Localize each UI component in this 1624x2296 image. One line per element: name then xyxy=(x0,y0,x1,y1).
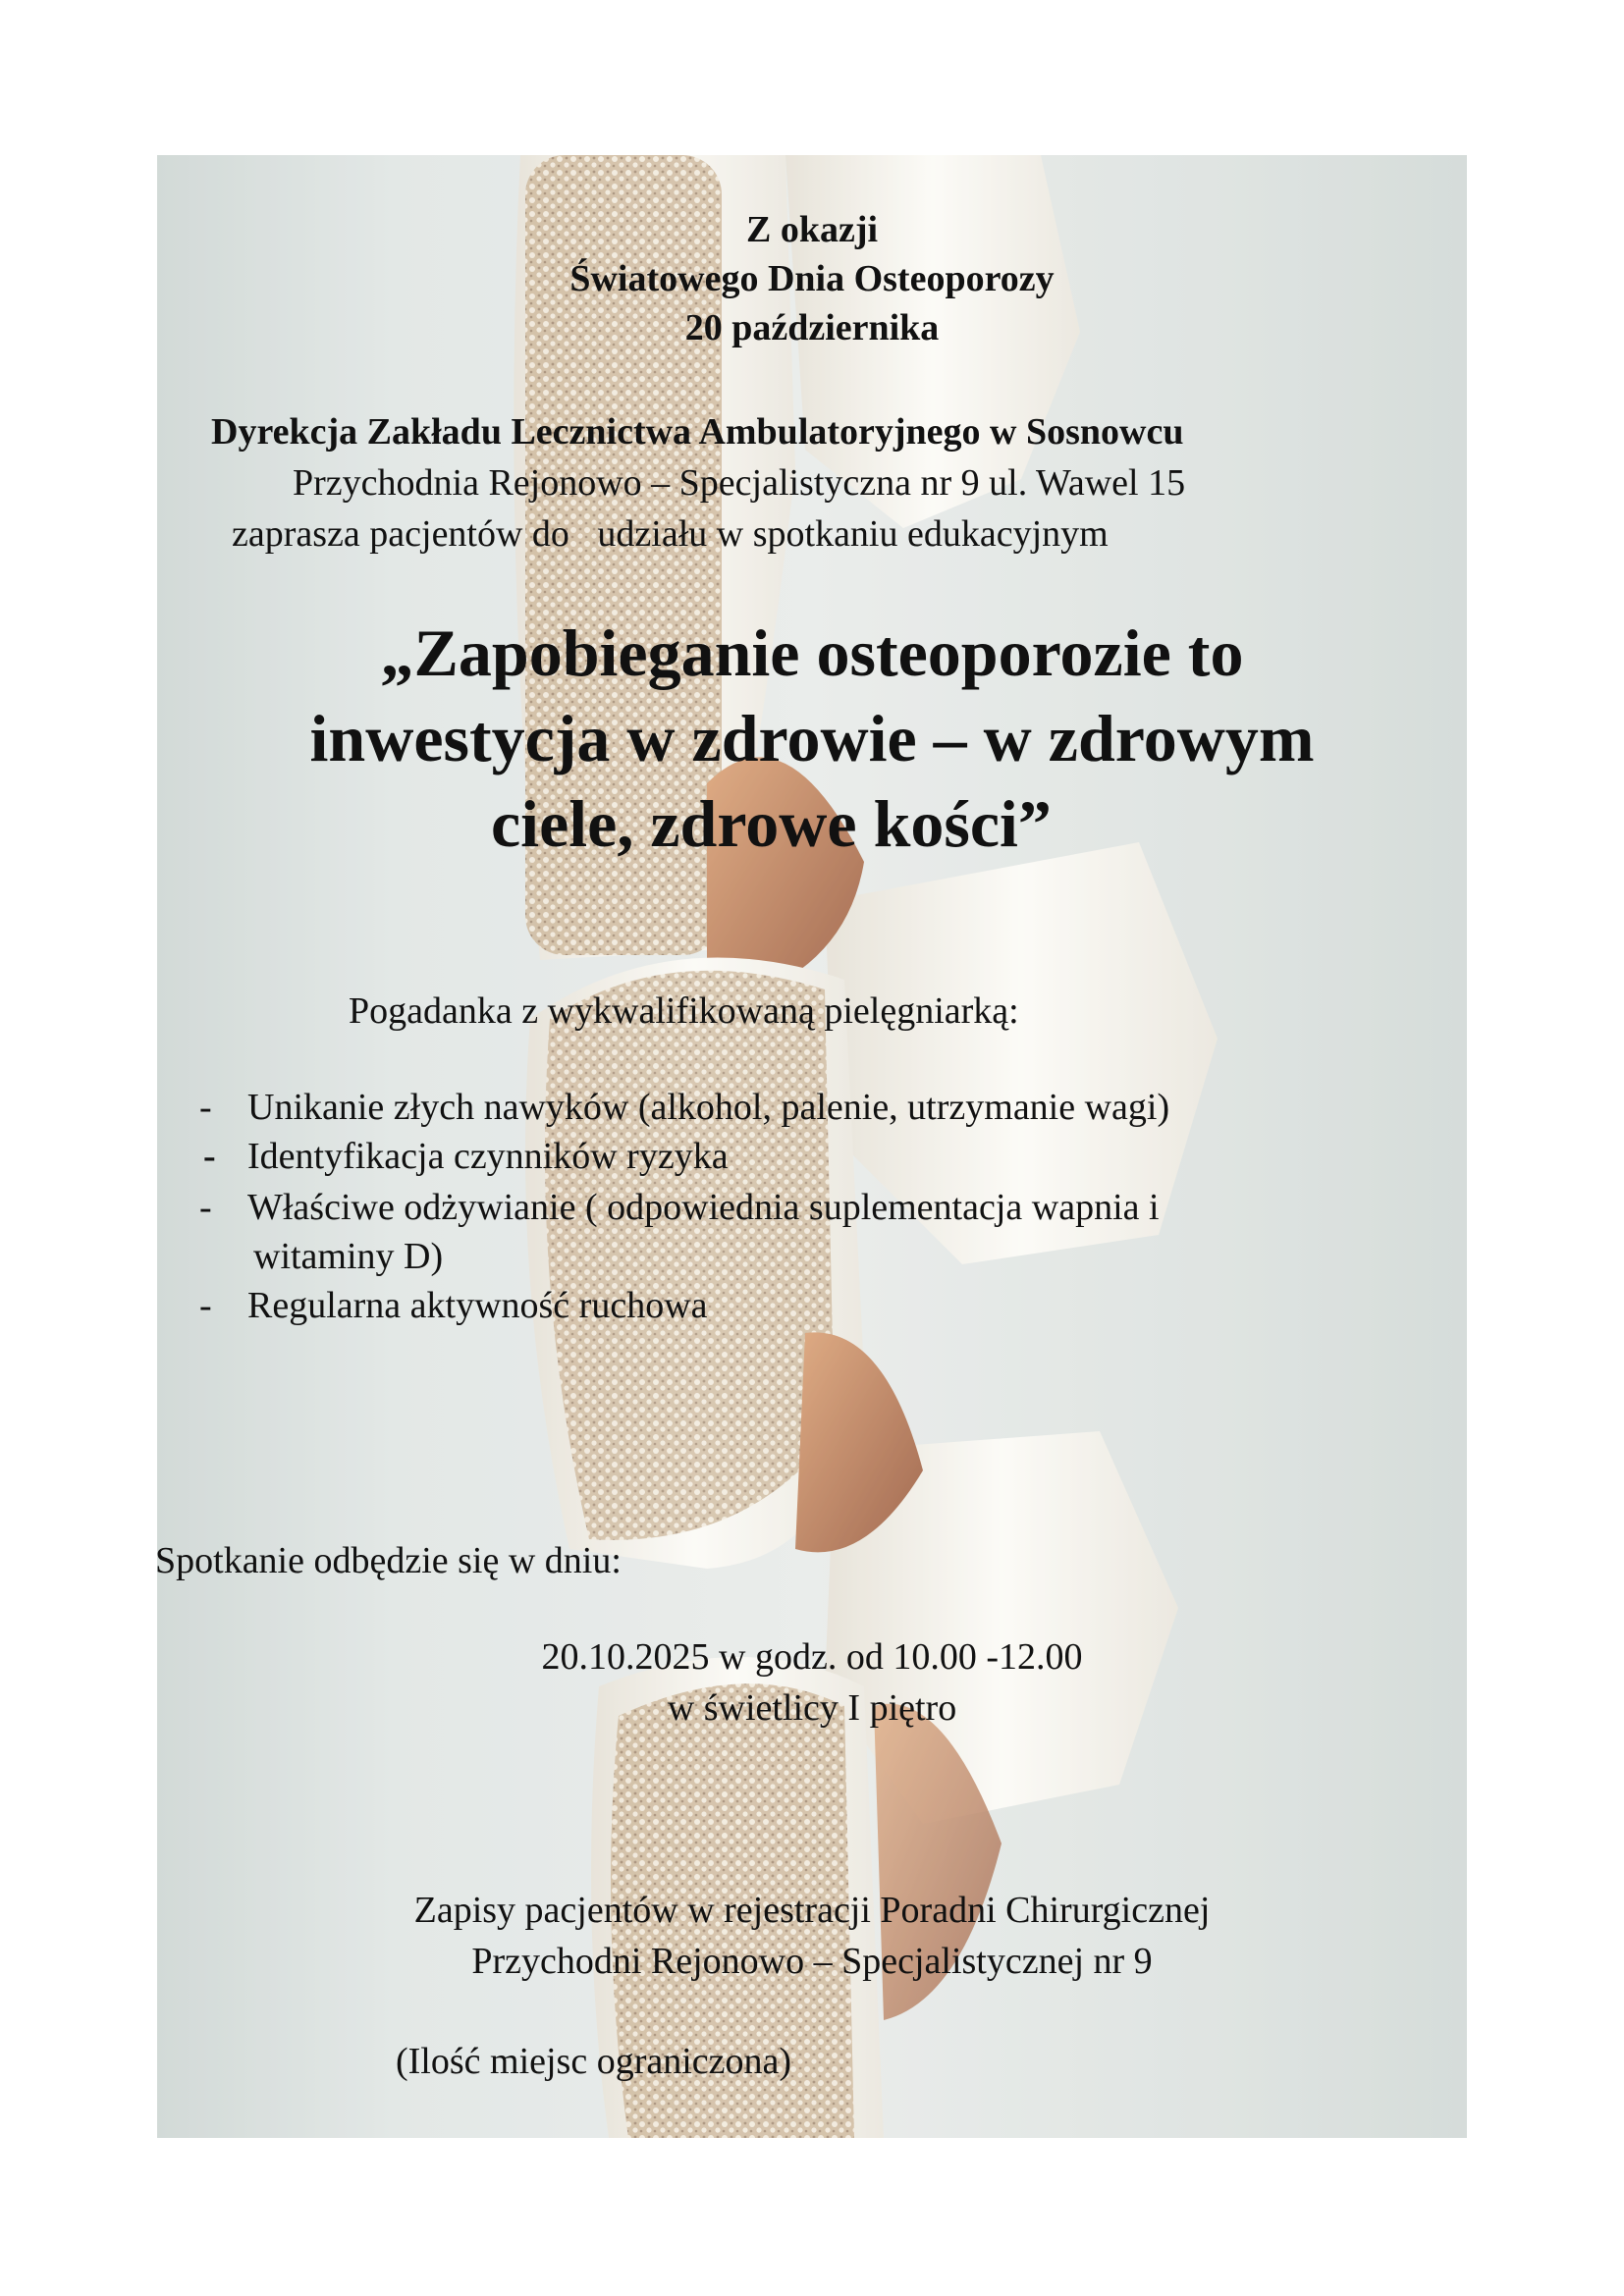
topic-dash: - xyxy=(203,1136,216,1177)
meeting-place: w świetlicy I piętro xyxy=(667,1687,957,1729)
header-occasion-line: Z okazji xyxy=(745,209,879,250)
main-title-line-2: inwestycja w zdrowie – w zdrowym xyxy=(309,701,1315,775)
header-event-date: 20 października xyxy=(684,307,940,348)
header-event-name: Światowego Dnia Osteoporozy xyxy=(569,258,1055,299)
organizer-clinic: Przychodnia Rejonowo – Specjalistyczna nr 9 ul. Wawel 15 xyxy=(293,462,1186,504)
organizer-name: Dyrekcja Zakładu Lecznictwa Ambulatoryjnego w Sosnowcu xyxy=(211,411,1184,453)
main-title-line-1: „Zapobieganie osteoporozie to xyxy=(380,615,1244,690)
topic-item-continuation: witaminy D) xyxy=(253,1236,444,1277)
topic-item: Regularna aktywność ruchowa xyxy=(247,1285,708,1326)
registration-line-1: Zapisy pacjentów w rejestracji Poradni Chirurgicznej xyxy=(413,1890,1211,1931)
topic-dash: - xyxy=(199,1285,212,1326)
organizer-invite: zaprasza pacjentów do udziału w spotkaniu edukacyjnym xyxy=(232,513,1109,555)
topic-item: Identyfikacja czynników ryzyka xyxy=(247,1136,729,1177)
registration-note: (Ilość miejsc ograniczona) xyxy=(396,2041,792,2082)
topic-item: Unikanie złych nawyków (alkohol, palenie, utrzymanie wagi) xyxy=(247,1087,1170,1128)
meeting-datetime: 20.10.2025 w godz. od 10.00 -12.00 xyxy=(541,1636,1083,1678)
meeting-intro: Spotkanie odbędzie się w dniu: xyxy=(155,1540,622,1581)
registration-line-2: Przychodni Rejonowo – Specjalistycznej nr 9 xyxy=(471,1941,1153,1982)
topic-item: Właściwe odżywianie ( odpowiednia suplementacja wapnia i xyxy=(247,1187,1160,1228)
topic-dash: - xyxy=(199,1187,212,1228)
talk-intro: Pogadanka z wykwalifikowaną pielęgniarką: xyxy=(349,990,1019,1032)
main-title-line-3: ciele, zdrowe kości” xyxy=(491,786,1052,861)
topic-dash: - xyxy=(199,1087,212,1128)
